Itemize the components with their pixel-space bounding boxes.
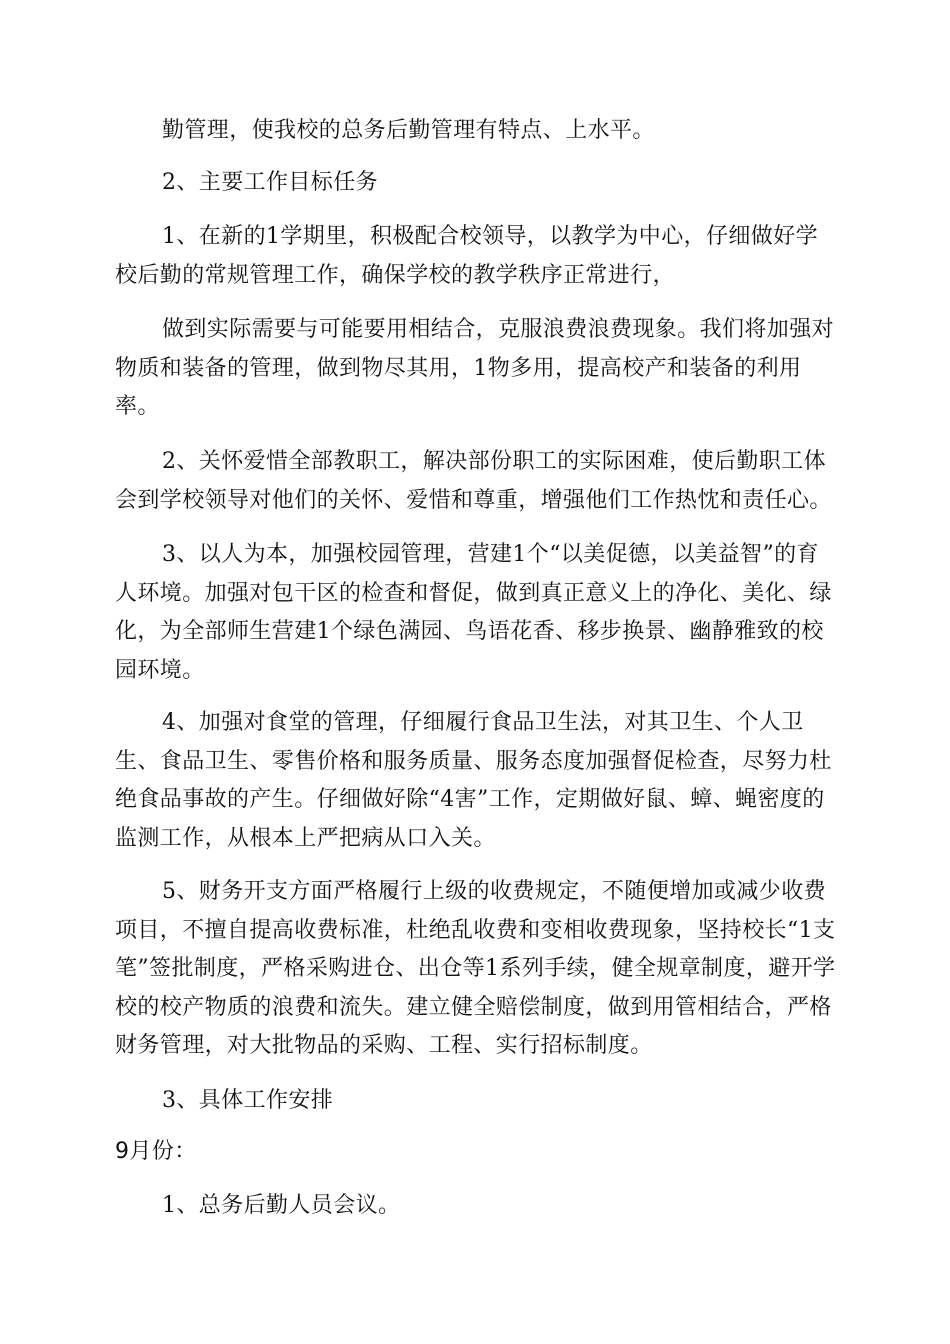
paragraph-goal-5: 5、财务开支方面严格履行上级的收费规定，不随便增加或减少收费项目，不擅自提高收费标准，杜绝乱收费和变相收费现象，坚持校长“1支笔”签批制度，严格采购进仓、出仓等1系列手续，健全规章制度，避开学校的校产物质的浪费和流失。建立健全赔偿制度，做到用管相结合，严格财务管理，对大批物品的采购、工程、实行招标制度。 bbox=[115, 879, 836, 1058]
paragraph-goal-1: 1、在新的1学期里，积极配合校领导，以教学为中心，仔细做好学校后勤的常规管理工作，确保学校的教学秩序正常进行， bbox=[115, 224, 818, 288]
paragraph-goal-1-cont: 做到实际需要与可能要用相结合，克服浪费浪费现象。我们将加强对物质和装备的管理，做到物尽其用，1物多用，提高校产和装备的利用率。 bbox=[115, 317, 835, 419]
schedule-item-1: 1、总务后勤人员会议。 bbox=[162, 1193, 401, 1218]
section-heading-schedule: 3、具体工作安排 bbox=[162, 1088, 334, 1113]
section-heading-goals: 2、主要工作目标任务 bbox=[162, 170, 378, 195]
paragraph-goal-2: 2、关怀爱惜全部教职工，解决部份职工的实际困难，使后勤职工体会到学校领导对他们的关怀、爱惜和尊重，增强他们工作热忱和责任心。 bbox=[115, 449, 832, 513]
paragraph-continuation: 勤管理，使我校的总务后勤管理有特点、上水平。 bbox=[162, 118, 655, 143]
paragraph-goal-4: 4、加强对食堂的管理，仔细履行食品卫生法，对其卫生、个人卫生、食品卫生、零售价格和服务质量、服务态度加强督促检查，尽努力杜绝食品事故的产生。仔细做好除“4害”工作，定期做好鼠、蟑、蝇密度的监测工作，从根本上严把病从口入关。 bbox=[115, 710, 832, 851]
month-label: 9月份： bbox=[115, 1139, 197, 1164]
paragraph-goal-3: 3、以人为本，加强校园管理，营建1个“以美促德，以美益智”的育人环境。加强对包干区的检查和督促，做到真正意义上的净化、美化、绿化，为全部师生营建1个绿色满园、鸟语花香、移步换景、幽静雅致的校园环境。 bbox=[115, 542, 832, 683]
